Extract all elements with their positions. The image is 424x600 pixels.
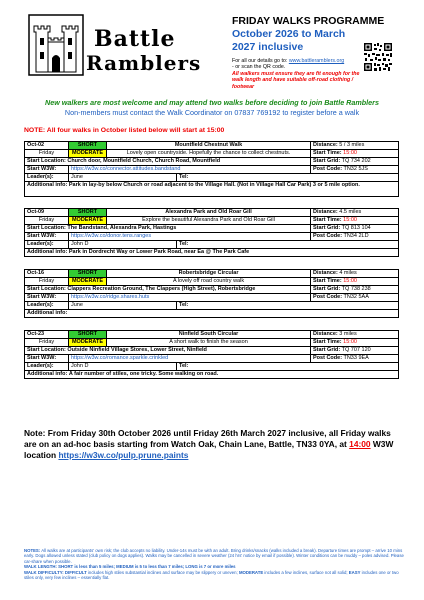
w3w-label: Start W3W: bbox=[25, 233, 69, 241]
walk-tel: Tel: bbox=[177, 174, 399, 182]
walk-date: Oct-23 bbox=[25, 331, 69, 339]
walk-description: A short walk to finish the season bbox=[107, 339, 311, 347]
leader-label: Leader(s): bbox=[25, 302, 69, 310]
october-note: NOTE: All four walks in October listed below will start at 15:00 bbox=[24, 127, 225, 134]
notes-label: NOTES: bbox=[24, 548, 41, 553]
walk-start-time: Start Time: 15:00 bbox=[311, 150, 399, 158]
header bbox=[0, 0, 424, 95]
easy-text: includes one or two stiles only, very few inclines – essentially flat. bbox=[24, 569, 399, 581]
walk-post-code: Post Code: TN34 2LD bbox=[311, 233, 399, 241]
walk-tel: Tel: bbox=[177, 241, 399, 249]
walk-title: Alexandra Park and Old Roar Gill bbox=[107, 209, 311, 217]
walk-start-grid: Start Grid: TQ 707 120 bbox=[311, 347, 399, 355]
walk-leader: John D bbox=[69, 241, 177, 249]
easy-label: EASY bbox=[348, 569, 361, 575]
friday-note-w3w-label: W3W location bbox=[24, 439, 394, 460]
leader-label: Leader(s): bbox=[25, 241, 69, 249]
logo-text-ramblers: Ramblers bbox=[86, 51, 202, 75]
difficulty-text: includes high stiles substantial inclines and surface may be slippery or uneven; bbox=[86, 569, 239, 575]
walk-distance: Distance: 5 / 3 miles bbox=[311, 142, 399, 150]
w3w-label: Start W3W: bbox=[25, 355, 69, 363]
details-qr: - or scan the QR code. bbox=[232, 64, 286, 71]
walk-start-grid: Start Grid: TQ 734 202 bbox=[311, 158, 399, 166]
walk-distance: Distance: 3 miles bbox=[311, 331, 399, 339]
walk-post-code: Post Code: TN32 5JS bbox=[311, 166, 399, 174]
walk-table bbox=[24, 141, 399, 197]
length-badge: SHORT bbox=[69, 270, 107, 278]
walk-start-time: Start Time: 15:00 bbox=[311, 339, 399, 347]
welcome-line2: Non-members must contact the Walk Coordinator on 07837 769192 to register before a walk bbox=[64, 108, 360, 117]
friday-note-w3w-link[interactable]: https://w3w.co/pulp.prune.paints bbox=[58, 450, 189, 460]
walk-start-location: Start Location: The Bandstand, Alexandra Park, Hastings bbox=[25, 225, 311, 233]
leader-label: Leader(s): bbox=[25, 174, 69, 182]
walk-title: Mountfield Chestnut Walk bbox=[107, 142, 311, 150]
length-badge: SHORT bbox=[69, 142, 107, 150]
walk-additional-info: Additional info: bbox=[25, 310, 399, 318]
battle-ramblers-logo bbox=[28, 14, 228, 76]
w3w-link[interactable]: https://w3w.co/romance.sparkle.crinkled bbox=[69, 355, 311, 363]
website-link[interactable]: www.battleramblers.org bbox=[288, 58, 345, 64]
walk-description: Explore the beautiful Alexandra Park and Old Roar Gill bbox=[107, 217, 311, 225]
friday-note-time: 14:00 bbox=[349, 439, 371, 449]
walk-start-location: Start Location: Clappers Recreation Ground, The Clappers (High Street), Robertsbridge bbox=[25, 286, 311, 294]
walk-start-time: Start Time: 15:00 bbox=[311, 278, 399, 286]
length-badge: SHORT bbox=[69, 209, 107, 217]
walk-start-location: Start Location: Outside Ninfield Village Stores, Lower Street, Ninfield bbox=[25, 347, 311, 355]
walk-distance: Distance: 4.5 miles bbox=[311, 209, 399, 217]
walk-tel: Tel: bbox=[177, 302, 399, 310]
difficulty-label: WALK DIFFICULTY: DIFFICULT bbox=[24, 569, 87, 575]
walk-additional-info: Additional info: Park in lay-by below Church or road adjacent to the Village Hall. (Not in Village Hall Car Park) 3 or 5 mile option. bbox=[25, 182, 399, 197]
walk-start-grid: Start Grid: TQ 738 238 bbox=[311, 286, 399, 294]
w3w-label: Start W3W: bbox=[25, 294, 69, 302]
length-badge: SHORT bbox=[69, 331, 107, 339]
walk-start-location: Start Location: Church door, Mountfield Church, Church Road, Mountfield bbox=[25, 158, 311, 166]
walk-title: Ninfield South Circular bbox=[107, 331, 311, 339]
walk-day: Friday bbox=[25, 217, 69, 225]
programme-title: FRIDAY WALKS PROGRAMME bbox=[232, 15, 385, 27]
difficulty-badge: MODERATE bbox=[69, 278, 107, 286]
w3w-link[interactable]: https://w3w.co/connector.attitudes.bandstand bbox=[69, 166, 311, 174]
w3w-link[interactable]: https://w3w.co/donor.tens.ranges bbox=[69, 233, 311, 241]
friday-note-text: Note: From Friday 30th October 2026 until Friday 26th March 2027 inclusive, all Friday walks are on an ad-hoc basis starting from Watch Oak, Chain Lane, Battle, TN33 0YA, at bbox=[24, 428, 391, 449]
walk-additional-info: Additional info: Park in Dordrecht Way or Lower Park Road, near Ea @ The Park Cafe bbox=[25, 249, 399, 257]
walk-table bbox=[24, 269, 399, 318]
walk-day: Friday bbox=[25, 150, 69, 158]
walk-date: Oct-16 bbox=[25, 270, 69, 278]
moderate-label: MODERATE bbox=[238, 569, 264, 575]
walk-post-code: Post Code: TN32 5AA bbox=[311, 294, 399, 302]
walk-table bbox=[24, 208, 399, 257]
walk-additional-info: Additional info: A fair number of stiles, one tricky. Some walking on road. bbox=[25, 371, 399, 379]
walk-tel: Tel: bbox=[177, 363, 399, 371]
walk-table bbox=[24, 330, 399, 379]
difficulty-badge: MODERATE bbox=[69, 339, 107, 347]
walk-day: Friday bbox=[25, 339, 69, 347]
w3w-link[interactable]: https://w3w.co/ridge.shares.huts bbox=[69, 294, 311, 302]
programme-dates: October 2026 to March 2027 inclusive bbox=[232, 28, 346, 53]
walk-title: Robertsbridge Circular bbox=[107, 270, 311, 278]
welcome-message bbox=[0, 98, 424, 118]
walk-length-legend: WALK LENGTH: SHORT is less than 5 miles; MEDIUM is 5 to less than 7 miles; LONG is 7 or more miles bbox=[24, 564, 236, 570]
walk-date: Oct-02 bbox=[25, 142, 69, 150]
w3w-label: Start W3W: bbox=[25, 166, 69, 174]
walk-leader: June bbox=[69, 174, 177, 182]
footer-notes bbox=[24, 548, 404, 580]
logo-text-battle: Battle bbox=[94, 26, 176, 52]
details-prefix: For all our details go to: bbox=[232, 58, 289, 64]
notes-text: All walks are at participants' own risk; the club accepts no liability. Under-14s must be with an adult. Bring drinks/snacks (walks included a break). Departure times are prompt – arrive 10 mins early. Dogs allowed unless stated (club policy on dogs applies). Walks may be cancelled in severe weather (24 hrs' notice by email if possible). Winter conditions can be muddy – poles advised. Please car-share when possible. bbox=[24, 548, 404, 564]
walk-start-grid: Start Grid: TQ 813 104 bbox=[311, 225, 399, 233]
castle-icon bbox=[28, 14, 84, 76]
walk-leader: June bbox=[69, 302, 177, 310]
walk-date: Oct-09 bbox=[25, 209, 69, 217]
walk-leader: John D bbox=[69, 363, 177, 371]
moderate-text: includes a few inclines, surface not all solid; bbox=[263, 569, 349, 575]
fitness-warning: All walkers must ensure they are fit enough for the walk length and have suitable off-road clothing / footwear bbox=[232, 70, 360, 90]
walk-description: Lovely open countryside. Hopefully the chance to collect chestnuts. bbox=[107, 150, 311, 158]
leader-label: Leader(s): bbox=[25, 363, 69, 371]
walk-post-code: Post Code: TN33 9EA bbox=[311, 355, 399, 363]
walk-start-time: Start Time: 15:00 bbox=[311, 217, 399, 225]
walk-day: Friday bbox=[25, 278, 69, 286]
difficulty-badge: MODERATE bbox=[69, 150, 107, 158]
friday-adhoc-note bbox=[24, 428, 404, 461]
walk-distance: Distance: 4 miles bbox=[311, 270, 399, 278]
walk-description: A lovely off road country walk bbox=[107, 278, 311, 286]
welcome-line1: New walkers are most welcome and may attend two walks before deciding to join Battle Ramblers bbox=[45, 98, 379, 107]
difficulty-badge: MODERATE bbox=[69, 217, 107, 225]
qr-code-icon[interactable] bbox=[363, 42, 393, 72]
details-text bbox=[232, 58, 362, 90]
